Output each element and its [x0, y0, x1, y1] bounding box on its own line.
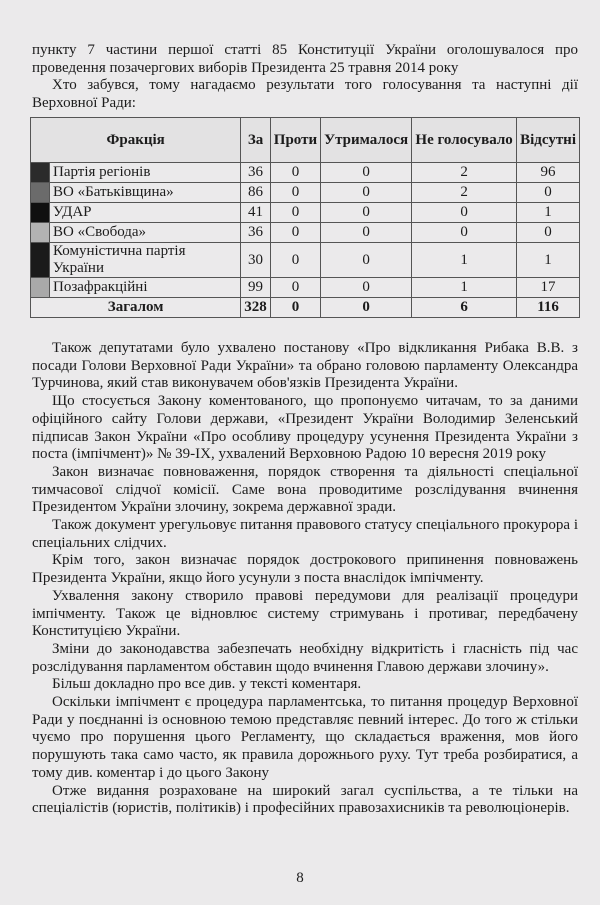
page-number: 8 — [296, 870, 304, 886]
faction-color-swatch — [31, 278, 50, 298]
table-total-row — [31, 298, 580, 318]
cell-vidsutni: 17 — [517, 278, 580, 298]
faction-color-swatch — [31, 163, 50, 183]
paragraph: Хто забувся, тому нагадаємо результати того голосування та наступні дії Верховної Ради: — [32, 77, 578, 112]
faction-color-swatch — [31, 183, 50, 203]
faction-name: ВО «Батьківщина» — [50, 183, 241, 203]
faction-name: Позафракційні — [50, 278, 241, 298]
cell-proty: 0 — [270, 183, 320, 203]
cell-utrymalosia: 0 — [321, 223, 412, 243]
cell-ne-holosuvalo: 2 — [412, 163, 517, 183]
cell-ne-holosuvalo: 2 — [412, 183, 517, 203]
faction-name: УДАР — [50, 203, 241, 223]
cell-ne-holosuvalo: 0 — [412, 223, 517, 243]
cell-vidsutni: 1 — [517, 203, 580, 223]
cell-utrymalosia: 0 — [321, 183, 412, 203]
cell-ne-holosuvalo: 1 — [412, 278, 517, 298]
paragraph: Також документ урегульовує питання правового статусу спеціального прокурора і спеціальних слідчих. — [32, 517, 578, 551]
table-header-row — [31, 118, 580, 163]
paragraph: пункту 7 частини першої статті 85 Конституції України оголошувалося про проведення позачергових виборів Президента 25 травня 2014 року — [32, 42, 578, 76]
faction-name: ВО «Свобода» — [50, 223, 241, 243]
header-vidsutni: Відсутні — [517, 118, 580, 163]
cell-proty: 0 — [270, 278, 320, 298]
total-vidsutni: 116 — [517, 298, 580, 318]
intro-text — [32, 42, 578, 113]
cell-za: 41 — [241, 203, 271, 223]
cell-za: 86 — [241, 183, 271, 203]
cell-utrymalosia: 0 — [321, 278, 412, 298]
voting-results-table — [30, 117, 580, 318]
cell-vidsutni: 0 — [517, 183, 580, 203]
paragraph: Отже видання розраховане на широкий загал суспільства, а те тільки на спеціалістів (юристів, політиків) і професійних правозахисників та революціонерів. — [32, 782, 578, 817]
cell-za: 30 — [241, 243, 271, 278]
total-ne-holosuvalo: 6 — [412, 298, 517, 318]
paragraph: Закон визначає повноваження, порядок створення та діяльності спеціальної тимчасової слідчої комісії. Саме вона проводитиме розслідування вчинення Президентом України злочину, зокрема державної зради. — [32, 463, 578, 516]
paragraph: Також депутатами було ухвалено постанову «Про відкликання Рибака В.В. з посади Голови Верховної Ради України» та обрано головою парламенту Олександра Турчинова, який став виконувачем обов'язків Президента України. — [32, 340, 578, 392]
cell-vidsutni: 1 — [517, 243, 580, 278]
faction-color-swatch — [31, 223, 50, 243]
body-text — [32, 340, 578, 818]
header-proty: Проти — [270, 118, 320, 163]
faction-color-swatch — [31, 243, 50, 278]
table-row — [31, 203, 580, 223]
paragraph: Що стосується Закону коментованого, що пропонуємо читачам, то за даними офіційного сайту Голови держави, «Президент України Володимир Зеленський підписав Закон України «Про особливу процедуру усунення Президента України з поста (імпічмент)» № 39-IX, ухвалений Верховною Радою 10 вересня 2019 року — [32, 393, 578, 463]
cell-za: 36 — [241, 223, 271, 243]
table-row — [31, 243, 580, 278]
cell-proty: 0 — [270, 163, 320, 183]
cell-utrymalosia: 0 — [321, 243, 412, 278]
total-utrymalosia: 0 — [321, 298, 412, 318]
cell-utrymalosia: 0 — [321, 203, 412, 223]
cell-proty: 0 — [270, 203, 320, 223]
cell-utrymalosia: 0 — [321, 163, 412, 183]
faction-name: Комуністична партія України — [50, 243, 241, 278]
total-proty: 0 — [270, 298, 320, 318]
cell-za: 36 — [241, 163, 271, 183]
cell-vidsutni: 96 — [517, 163, 580, 183]
faction-name: Партія регіонів — [50, 163, 241, 183]
paragraph: Ухвалення закону створило правові передумови для реалізації процедури імпічменту. Також це відновлює систему стримувань і противаг, передбачену Конституцією України. — [32, 587, 578, 640]
header-ne-holosuvalo: Не голосувало — [412, 118, 517, 163]
table-row — [31, 278, 580, 298]
cell-vidsutni: 0 — [517, 223, 580, 243]
table-row — [31, 183, 580, 203]
paragraph: Крім того, закон визначає порядок дострокового припинення повноважень Президента України, якщо його усунули з поста внаслідок імпічменту. — [32, 552, 578, 587]
cell-proty: 0 — [270, 223, 320, 243]
header-za: За — [241, 118, 271, 163]
paragraph: Оскільки імпічмент є процедура парламентська, то питання процедур Верховної Ради у поєднанні із основною темою представляє певний інтерес. До того ж стільки чуємо про порушення цього Регламенту, що складається враження, мов його порушують така само часто, як правила дорожнього руху. Тут треба розбиратися, а тому див. коментар і до цього Закону — [32, 694, 578, 781]
table-row — [31, 223, 580, 243]
paragraph: Зміни до законодавства забезпечать необхідну відкритість і гласність під час розслідування парламентом обставин щодо вчинення Главою держави злочину». — [32, 640, 578, 675]
cell-ne-holosuvalo: 1 — [412, 243, 517, 278]
paragraph: Більш докладно про все див. у тексті коментаря. — [52, 676, 362, 693]
table-row — [31, 163, 580, 183]
header-faction: Фракція — [31, 118, 241, 163]
cell-ne-holosuvalo: 0 — [412, 203, 517, 223]
total-label: Загалом — [31, 298, 241, 318]
header-utrymalosia: Утрималося — [321, 118, 412, 163]
faction-color-swatch — [31, 203, 50, 223]
total-za: 328 — [241, 298, 271, 318]
cell-proty: 0 — [270, 243, 320, 278]
cell-za: 99 — [241, 278, 271, 298]
